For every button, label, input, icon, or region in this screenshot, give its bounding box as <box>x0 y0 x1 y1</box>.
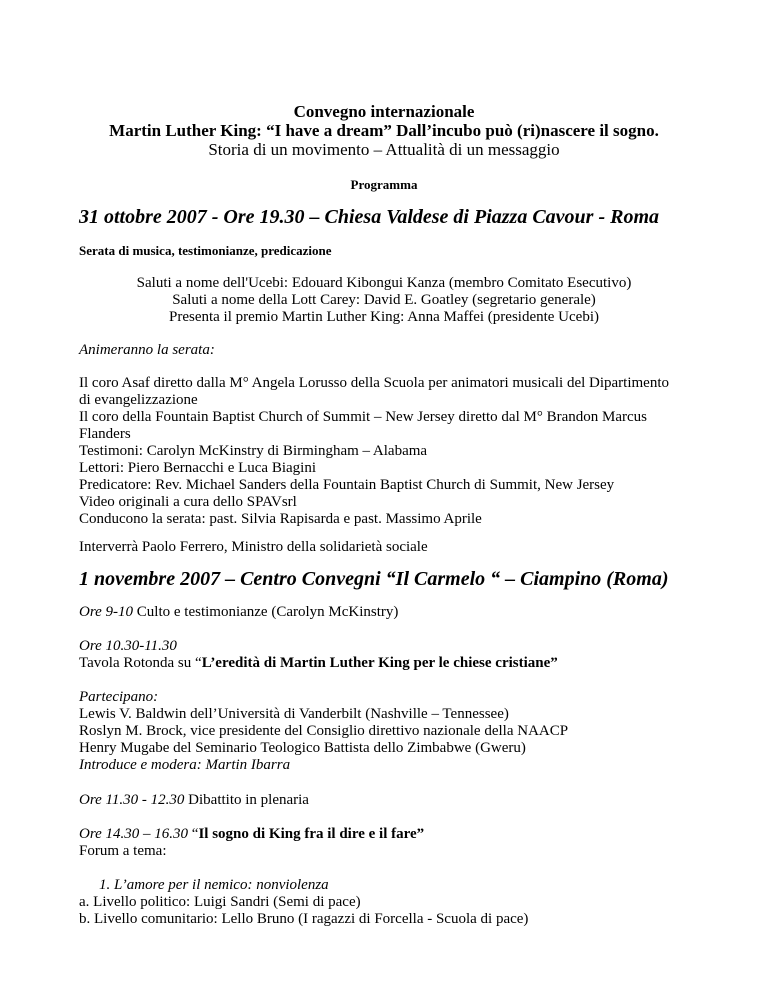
participants-block <box>79 689 729 774</box>
animeranno-label: Animeranno la serata: <box>79 342 215 358</box>
slot3 <box>79 792 729 809</box>
interverra-line: Interverrà Paolo Ferrero, Ministro della solidarietà sociale <box>79 539 428 555</box>
participant-line: Lewis V. Baldwin dell’Università di Vanderbilt (Nashville – Tennessee) <box>79 706 509 722</box>
forum-list <box>79 877 729 928</box>
day2-heading: 1 novembre 2007 – Centro Convegni “Il Carmelo “ – Ciampino (Roma) <box>79 568 669 590</box>
slot4-time: Ore 14.30 – 16.30 <box>79 826 189 842</box>
day1-program-lines <box>79 375 729 528</box>
day1-greetings <box>79 275 729 326</box>
greeting-line: Saluti a nome della Lott Carey: David E. Goatley (segretario generale) <box>172 292 596 308</box>
forum-item: 1. L’amore per il nemico: nonviolenza <box>99 877 329 893</box>
slot4-prefix: “ <box>188 826 199 842</box>
slot1-text: Culto e testimonianze (Carolyn McKinstry) <box>133 604 399 620</box>
participant-line: Roslyn M. Brock, vice presidente del Consiglio direttivo nazionale della NAACP <box>79 723 569 739</box>
slot3-text: Dibattito in plenaria <box>184 792 309 808</box>
day1-subheading: Serata di musica, testimonianze, predicazione <box>79 243 332 258</box>
conference-subtitle: Martin Luther King: “I have a dream” Dall’incubo può (ri)nascere il sogno. <box>109 121 659 140</box>
partecipano-label: Partecipano: <box>79 689 159 705</box>
forum-subitem: a. Livello politico: Luigi Sandri (Semi di pace) <box>79 894 361 910</box>
forum-subitem: b. Livello comunitario: Lello Bruno (I ragazzi di Forcella - Scuola di pace) <box>79 911 529 927</box>
slot3-time: Ore 11.30 - 12.30 <box>79 792 185 808</box>
greeting-line: Saluti a nome dell'Ucebi: Edouard Kibongui Kanza (membro Comitato Esecutivo) <box>136 275 632 291</box>
conference-title: Convegno internazionale <box>293 102 475 121</box>
programma-label: Programma <box>350 177 418 192</box>
slot4 <box>79 826 729 860</box>
moderator-line: Introduce e modera: Martin Ibarra <box>79 757 291 773</box>
conference-tagline: Storia di un movimento – Attualità di un messaggio <box>208 140 560 159</box>
program-line: di evangelizzazione <box>79 392 198 408</box>
slot1 <box>79 604 729 621</box>
program-line: Conducono la serata: past. Silvia Rapisarda e past. Massimo Aprile <box>79 511 482 527</box>
slot1-time: Ore 9-10 <box>79 604 134 620</box>
program-line: Flanders <box>79 426 131 442</box>
program-line: Predicatore: Rev. Michael Sanders della Fountain Baptist Church di Summit, New Jersey <box>79 477 615 493</box>
slot2-time: Ore 10.30-11.30 <box>79 638 177 654</box>
greeting-line: Presenta il premio Martin Luther King: Anna Maffei (presidente Ucebi) <box>168 309 599 325</box>
day1-heading: 31 ottobre 2007 - Ore 19.30 – Chiesa Valdese di Piazza Cavour - Roma <box>79 206 660 228</box>
program-line: Video originali a cura dello SPAVsrl <box>79 494 297 510</box>
slot2-prefix: Tavola Rotonda su “ <box>79 655 202 671</box>
participant-line: Henry Mugabe del Seminario Teologico Battista dello Zimbabwe (Gweru) <box>79 740 526 756</box>
slot4-title: Il sogno di King fra il dire e il fare” <box>198 826 425 842</box>
program-line: Il coro della Fountain Baptist Church of Summit – New Jersey diretto dal M° Brandon Marcus <box>79 409 647 425</box>
program-line: Lettori: Piero Bernacchi e Luca Biagini <box>79 460 316 476</box>
slot2-title: L’eredità di Martin Luther King per le chiese cristiane” <box>201 655 558 671</box>
slot2 <box>79 638 729 672</box>
forum-label: Forum a tema: <box>79 843 167 859</box>
program-line: Testimoni: Carolyn McKinstry di Birmingham – Alabama <box>79 443 428 459</box>
program-line: Il coro Asaf diretto dalla M° Angela Lorusso della Scuola per animatori musicali del Dipartimento <box>79 375 670 391</box>
